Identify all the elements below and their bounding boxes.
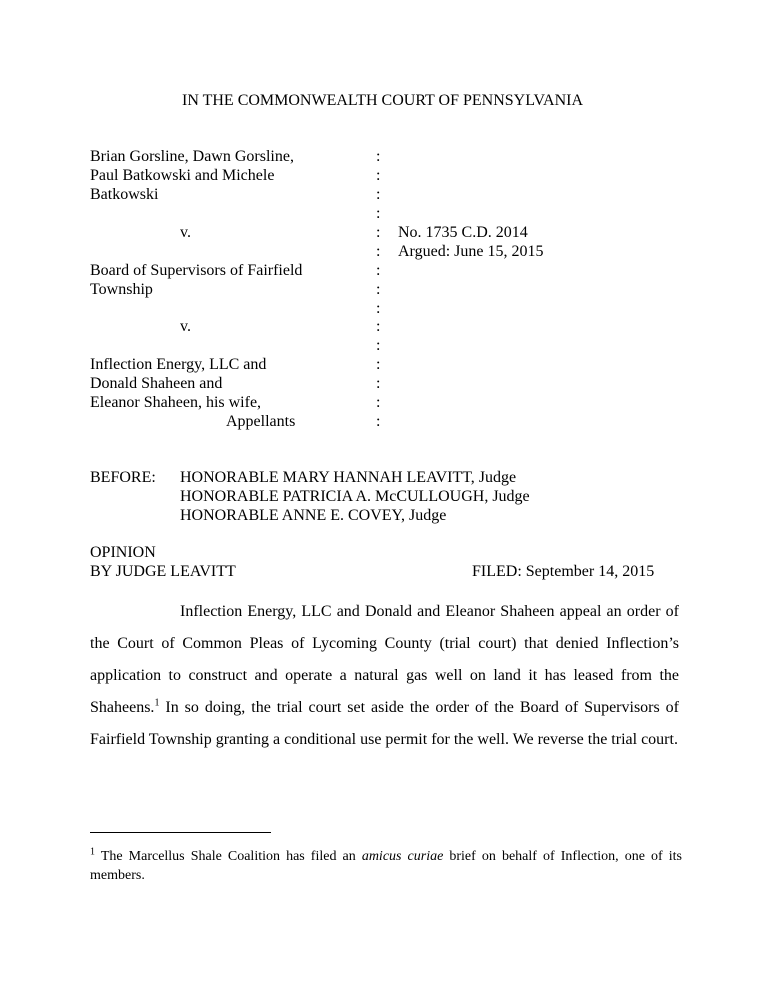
caption-colon: :: [376, 148, 381, 165]
footnote-text-1: The Marcellus Shale Coalition has filed an: [95, 849, 362, 864]
docket-number: No. 1735 C.D. 2014: [398, 224, 528, 241]
caption-colon: :: [376, 224, 381, 241]
caption-colon: :: [376, 413, 381, 430]
caption-colon: :: [376, 205, 381, 222]
appellants-label: Appellants: [226, 413, 296, 430]
caption-colon: :: [376, 243, 381, 260]
versus-1: v.: [180, 224, 191, 241]
footnote: [90, 847, 682, 885]
opinion-label: OPINION: [90, 544, 156, 561]
argued-date: Argued: June 15, 2015: [398, 243, 544, 260]
caption-colon: :: [376, 281, 381, 298]
caption-colon: :: [376, 318, 381, 335]
opinion-author: BY JUDGE LEAVITT: [90, 563, 236, 580]
opinion-paragraph: [90, 596, 679, 756]
party1-line-3: Batkowski: [90, 186, 159, 203]
party1-line-2: Paul Batkowski and Michele: [90, 167, 275, 184]
paragraph-text-2: In so doing, the trial court set aside the order of the Board of Supervisors of Fairfield Township granting a conditional use permit for the well. We reverse the trial court.: [90, 699, 679, 748]
judge-2: HONORABLE PATRICIA A. McCULLOUGH, Judge: [180, 488, 530, 505]
caption-colon: :: [376, 262, 381, 279]
party2-line-2: Township: [90, 281, 153, 298]
party2-line-1: Board of Supervisors of Fairfield: [90, 262, 303, 279]
paragraph-text-1: Inflection Energy, LLC and Donald and Eleanor Shaheen appeal an order of the Court of Common Pleas of Lycoming County (trial court) that denied Inflection’s application to construct and operate a natural gas well on land it has leased from the Shaheens.: [90, 603, 679, 716]
judge-1: HONORABLE MARY HANNAH LEAVITT, Judge: [180, 469, 517, 486]
party3-line-3: Eleanor Shaheen, his wife,: [90, 394, 262, 411]
judge-3: HONORABLE ANNE E. COVEY, Judge: [180, 507, 447, 524]
caption-colon: :: [376, 375, 381, 392]
filed-date: FILED: September 14, 2015: [472, 563, 655, 580]
caption-colon: :: [376, 186, 381, 203]
versus-2: v.: [180, 318, 191, 335]
caption-colon: :: [376, 356, 381, 373]
party1-line-1: Brian Gorsline, Dawn Gorsline,: [90, 148, 294, 165]
court-heading: IN THE COMMONWEALTH COURT OF PENNSYLVANIA: [182, 92, 583, 109]
caption-colon: :: [376, 167, 381, 184]
caption-colon: :: [376, 300, 381, 317]
before-label: BEFORE:: [90, 469, 156, 486]
party3-line-2: Donald Shaheen and: [90, 375, 223, 392]
party3-line-1: Inflection Energy, LLC and: [90, 356, 267, 373]
caption-colon: :: [376, 337, 381, 354]
caption-colon: :: [376, 394, 381, 411]
footnote-marker: 1: [90, 846, 95, 858]
footnote-italic: amicus curiae: [361, 849, 444, 864]
footnote-text-2: brief on behalf of Inflection, one of its members.: [90, 849, 682, 883]
footnote-divider: [90, 832, 271, 833]
footnote-ref: 1: [154, 697, 160, 709]
